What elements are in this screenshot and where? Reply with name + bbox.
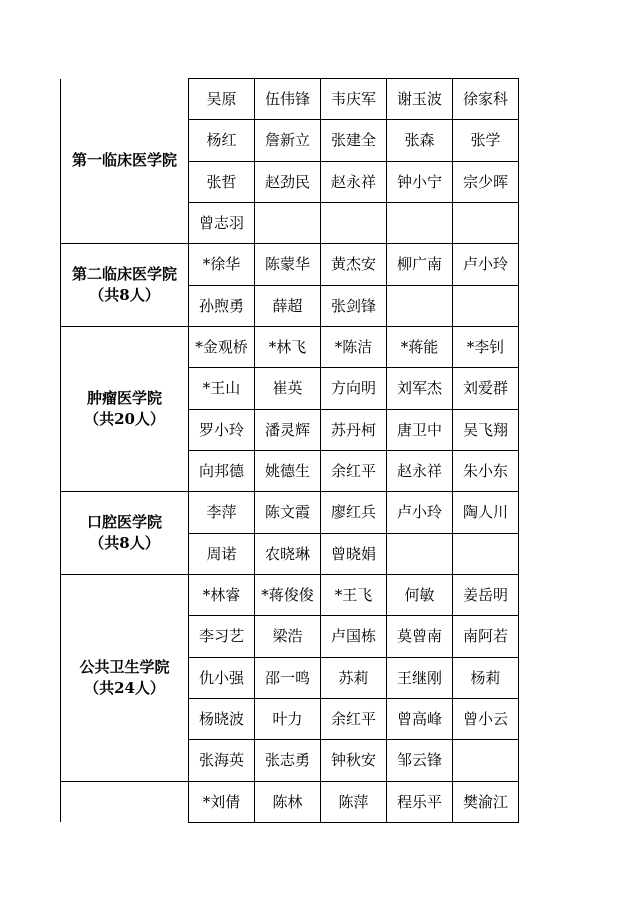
member-name-cell: 薛超 (255, 285, 321, 326)
member-name-cell: 邹云锋 (387, 740, 453, 781)
member-name-cell: 唐卫中 (387, 409, 453, 450)
member-name-cell: 苏莉 (321, 657, 387, 698)
member-name-cell: 余红平 (321, 698, 387, 739)
member-name-cell: 曾晓娟 (321, 533, 387, 574)
member-name-cell: *林飞 (255, 326, 321, 367)
member-name-cell: 赵永祥 (321, 161, 387, 202)
table-row (61, 574, 519, 615)
empty-cell (387, 202, 453, 243)
member-name-cell: 周诺 (189, 533, 255, 574)
college-name: 口腔医学院 (86, 513, 162, 532)
member-name-cell: 李萍 (189, 492, 255, 533)
empty-cell (387, 533, 453, 574)
table-row (61, 781, 519, 822)
member-name-cell: 宗少晖 (453, 161, 519, 202)
member-name-cell: 谢玉波 (387, 79, 453, 120)
member-name-cell: 张森 (387, 120, 453, 161)
empty-cell (255, 202, 321, 243)
member-name-cell: 柳广南 (387, 244, 453, 285)
member-name-cell: 赵劲民 (255, 161, 321, 202)
member-name-cell: 刘军杰 (387, 368, 453, 409)
member-name-cell: 莫曾南 (387, 616, 453, 657)
member-name-cell: 陈蒙华 (255, 244, 321, 285)
college-cell (61, 79, 189, 244)
member-name-cell: 叶力 (255, 698, 321, 739)
empty-cell (321, 202, 387, 243)
member-name-cell: 余红平 (321, 450, 387, 491)
member-name-cell: 钟小宁 (387, 161, 453, 202)
college-member-count: （共8人） (89, 286, 160, 305)
member-name-cell: 姚德生 (255, 450, 321, 491)
member-name-cell: 崔英 (255, 368, 321, 409)
empty-cell (453, 740, 519, 781)
member-name-cell: 吴原 (189, 79, 255, 120)
member-name-cell: 吴飞翔 (453, 409, 519, 450)
member-name-cell: *李钊 (453, 326, 519, 367)
member-name-cell: 刘爱群 (453, 368, 519, 409)
member-name-cell: 邵一鸣 (255, 657, 321, 698)
member-name-cell: 赵永祥 (387, 450, 453, 491)
member-name-cell: *王飞 (321, 574, 387, 615)
college-cell (61, 492, 189, 575)
roster-table (60, 78, 519, 823)
member-name-cell: 张志勇 (255, 740, 321, 781)
college-cell (61, 244, 189, 327)
member-name-cell: *金观桥 (189, 326, 255, 367)
member-name-cell: 李习艺 (189, 616, 255, 657)
member-name-cell: *刘倩 (189, 781, 255, 822)
member-name-cell: 曾志羽 (189, 202, 255, 243)
member-name-cell: 陈林 (255, 781, 321, 822)
member-name-cell: 朱小东 (453, 450, 519, 491)
member-name-cell: 程乐平 (387, 781, 453, 822)
member-name-cell: 樊渝江 (453, 781, 519, 822)
college-member-count: （共24人） (84, 678, 165, 697)
college-cell (61, 326, 189, 491)
member-name-cell: 农晓琳 (255, 533, 321, 574)
member-name-cell: 陈文霞 (255, 492, 321, 533)
member-name-cell: 向邦德 (189, 450, 255, 491)
empty-cell (387, 285, 453, 326)
member-name-cell: 张海英 (189, 740, 255, 781)
member-name-cell: 张建全 (321, 120, 387, 161)
college-cell (61, 781, 189, 822)
member-name-cell: 张学 (453, 120, 519, 161)
college-name: 公共卫生学院 (79, 657, 170, 676)
member-name-cell: 曾高峰 (387, 698, 453, 739)
member-name-cell: 张哲 (189, 161, 255, 202)
college-name: 肿瘤医学院 (86, 389, 162, 408)
member-name-cell: 方向明 (321, 368, 387, 409)
member-name-cell: *林睿 (189, 574, 255, 615)
member-name-cell: 杨莉 (453, 657, 519, 698)
member-name-cell: 何敏 (387, 574, 453, 615)
member-name-cell: 陶人川 (453, 492, 519, 533)
member-name-cell: *徐华 (189, 244, 255, 285)
member-name-cell: 南阿若 (453, 616, 519, 657)
table-row (61, 326, 519, 367)
member-name-cell: *陈洁 (321, 326, 387, 367)
member-name-cell: *蒋俊俊 (255, 574, 321, 615)
college-member-count: （共20人） (84, 410, 165, 429)
member-name-cell: 徐家科 (453, 79, 519, 120)
table-row (61, 492, 519, 533)
member-name-cell: 王继刚 (387, 657, 453, 698)
member-name-cell: 姜岳明 (453, 574, 519, 615)
member-name-cell: 卢国栋 (321, 616, 387, 657)
roster-body (61, 79, 519, 823)
college-name: 第二临床医学院 (71, 265, 177, 284)
college-cell (61, 574, 189, 781)
member-name-cell: 黄杰安 (321, 244, 387, 285)
member-name-cell: 苏丹柯 (321, 409, 387, 450)
member-name-cell: 卢小玲 (387, 492, 453, 533)
table-row (61, 79, 519, 120)
member-name-cell: 孙煦勇 (189, 285, 255, 326)
member-name-cell: 梁浩 (255, 616, 321, 657)
member-name-cell: 曾小云 (453, 698, 519, 739)
member-name-cell: 詹新立 (255, 120, 321, 161)
member-name-cell: 钟秋安 (321, 740, 387, 781)
member-name-cell: 卢小玲 (453, 244, 519, 285)
member-name-cell: 潘灵辉 (255, 409, 321, 450)
member-name-cell: 廖红兵 (321, 492, 387, 533)
member-name-cell: 杨红 (189, 120, 255, 161)
member-name-cell: 陈萍 (321, 781, 387, 822)
member-name-cell: 韦庆军 (321, 79, 387, 120)
member-name-cell: 罗小玲 (189, 409, 255, 450)
member-name-cell: *蒋能 (387, 326, 453, 367)
member-name-cell: 张剑锋 (321, 285, 387, 326)
empty-cell (453, 533, 519, 574)
member-name-cell: *王山 (189, 368, 255, 409)
member-name-cell: 杨晓波 (189, 698, 255, 739)
table-row (61, 244, 519, 285)
empty-cell (453, 285, 519, 326)
college-member-count: （共8人） (89, 534, 160, 553)
member-name-cell: 伍伟锋 (255, 79, 321, 120)
member-name-cell: 仇小强 (189, 657, 255, 698)
college-name: 第一临床医学院 (71, 151, 177, 170)
empty-cell (453, 202, 519, 243)
